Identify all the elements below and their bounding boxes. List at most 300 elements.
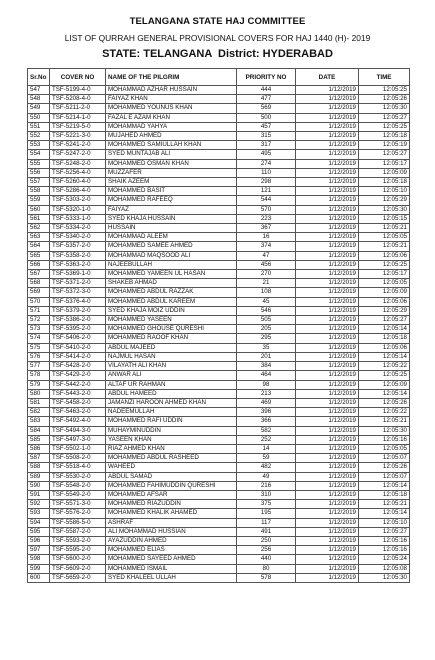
pilgrim-name-cell: HUSSAIN <box>106 224 237 233</box>
time-cell: 12:05:26 <box>359 95 410 104</box>
priority-no-cell: 205 <box>237 325 296 334</box>
table-row <box>28 435 410 444</box>
sr-no-cell: 580 <box>28 389 50 398</box>
table-row <box>28 546 410 555</box>
cover-no-cell: TSF-5595-2-0 <box>50 546 106 555</box>
time-cell: 12:05:26 <box>359 463 410 472</box>
cover-no-cell: TSF-5609-2-0 <box>50 564 106 573</box>
table-row <box>28 408 410 417</box>
date-cell: 1/12/2019 <box>296 260 359 269</box>
time-cell: 12:05:14 <box>359 481 410 490</box>
time-cell: 12:05:27 <box>359 527 410 536</box>
cover-no-cell: TSF-5256-4-0 <box>50 168 106 177</box>
date-cell: 1/12/2019 <box>296 362 359 371</box>
sr-no-cell: 557 <box>28 178 50 187</box>
cover-no-cell: TSF-5358-2-0 <box>50 251 106 260</box>
sr-no-cell: 550 <box>28 113 50 122</box>
table-row <box>28 472 410 481</box>
pilgrim-name-cell: SYED KHAJA MOIZ UDDIN <box>106 306 237 315</box>
time-cell: 12:05:09 <box>359 380 410 389</box>
table-row <box>28 481 410 490</box>
table-row <box>28 352 410 361</box>
table-row <box>28 426 410 435</box>
sr-no-cell: 561 <box>28 214 50 223</box>
sr-no-cell: 578 <box>28 371 50 380</box>
table-row <box>28 214 410 223</box>
table-row <box>28 260 410 269</box>
time-cell: 12:05:30 <box>359 426 410 435</box>
table-row <box>28 122 410 131</box>
time-cell: 12:05:08 <box>359 564 410 573</box>
sr-no-cell: 597 <box>28 546 50 555</box>
pilgrim-name-cell: MOHAMMED ABDUL KAREEM <box>106 297 237 306</box>
table-row <box>28 362 410 371</box>
pilgrim-name-cell: MOHAMMED SAMEE AHMED <box>106 242 237 251</box>
date-cell: 1/12/2019 <box>296 132 359 141</box>
time-cell: 12:05:14 <box>359 389 410 398</box>
cover-no-cell: TSF-5458-2-0 <box>50 398 106 407</box>
date-cell: 1/12/2019 <box>296 564 359 573</box>
priority-no-cell: 250 <box>237 536 296 545</box>
date-cell: 1/12/2019 <box>296 325 359 334</box>
cover-no-cell: TSF-5334-2-0 <box>50 224 106 233</box>
date-cell: 1/12/2019 <box>296 463 359 472</box>
cover-no-cell: TSF-5494-3-0 <box>50 426 106 435</box>
table-row <box>28 444 410 453</box>
priority-no-cell: 256 <box>237 546 296 555</box>
cover-no-cell: TSF-5247-2-0 <box>50 150 106 159</box>
column-header-time: TIME <box>359 69 410 86</box>
pilgrim-name-cell: ALI MOHAMMAD HUSSIAN <box>106 527 237 536</box>
cover-no-cell: TSF-5340-2-0 <box>50 233 106 242</box>
table-row <box>28 518 410 527</box>
table-row <box>28 463 410 472</box>
table-row <box>28 454 410 463</box>
sr-no-cell: 562 <box>28 224 50 233</box>
priority-no-cell: 201 <box>237 352 296 361</box>
date-cell: 1/12/2019 <box>296 270 359 279</box>
priority-no-cell: 216 <box>237 481 296 490</box>
date-cell: 1/12/2019 <box>296 555 359 564</box>
pilgrim-name-cell: FAZAL E AZAM KHAN <box>106 113 237 122</box>
table-row <box>28 325 410 334</box>
time-cell: 12:05:25 <box>359 122 410 131</box>
table-row <box>28 316 410 325</box>
time-cell: 12:05:30 <box>359 573 410 582</box>
column-header-sr-no: Sr.No <box>28 69 50 86</box>
document-subtitle: LIST OF QURRAH GENERAL PROVISIONAL COVERS FOR HAJ 1440 (H)- 2019 <box>64 33 371 43</box>
cover-no-cell: TSF-5241-2-0 <box>50 141 106 150</box>
sr-no-cell: 558 <box>28 187 50 196</box>
pilgrim-name-cell: SYED KHAJA HUSSAIN <box>106 214 237 223</box>
pilgrim-name-cell: FAIYAZ <box>106 205 237 214</box>
cover-no-cell: TSF-5219-5-0 <box>50 122 106 131</box>
sr-no-cell: 593 <box>28 509 50 518</box>
cover-no-cell: TSF-5363-2-0 <box>50 260 106 269</box>
cover-no-cell: TSF-5587-2-0 <box>50 527 106 536</box>
table-row <box>28 104 410 113</box>
date-cell: 1/12/2019 <box>296 224 359 233</box>
table-row <box>28 564 410 573</box>
priority-no-cell: 482 <box>237 463 296 472</box>
cover-no-cell: TSF-5428-2-0 <box>50 362 106 371</box>
table-row <box>28 270 410 279</box>
time-cell: 12:05:14 <box>359 509 410 518</box>
sr-no-cell: 583 <box>28 417 50 426</box>
sr-no-cell: 587 <box>28 454 50 463</box>
time-cell: 12:05:21 <box>359 242 410 251</box>
time-cell: 12:05:19 <box>359 141 410 150</box>
sr-no-cell: 552 <box>28 132 50 141</box>
time-cell: 12:05:14 <box>359 325 410 334</box>
priority-no-cell: 374 <box>237 242 296 251</box>
sr-no-cell: 576 <box>28 352 50 361</box>
priority-no-cell: 21 <box>237 279 296 288</box>
table-row <box>28 168 410 177</box>
table-row <box>28 187 410 196</box>
pilgrim-name-cell: NADEEMULLAH <box>106 408 237 417</box>
date-cell: 1/12/2019 <box>296 435 359 444</box>
time-cell: 12:05:27 <box>359 113 410 122</box>
time-cell: 12:05:16 <box>359 546 410 555</box>
pilgrim-name-cell: MUZZAFER <box>106 168 237 177</box>
pilgrim-name-cell: RIAZ AHMED KHAN <box>106 444 237 453</box>
date-cell: 1/12/2019 <box>296 426 359 435</box>
priority-no-cell: 569 <box>237 104 296 113</box>
date-cell: 1/12/2019 <box>296 279 359 288</box>
pilgrim-name-cell: MOHAMMED SAYEED AHMED <box>106 555 237 564</box>
priority-no-cell: 384 <box>237 362 296 371</box>
pilgrim-name-cell: MOHAMMED GHOUSE QURESHI <box>106 325 237 334</box>
sr-no-cell: 590 <box>28 481 50 490</box>
cover-no-cell: TSF-5492-4-0 <box>50 417 106 426</box>
pilgrim-name-cell: MOHAMMED BASIT <box>106 187 237 196</box>
pilgrim-name-cell: SYED KHALEEL ULLAH <box>106 573 237 582</box>
cover-no-cell: TSF-5379-2-0 <box>50 306 106 315</box>
table-row <box>28 196 410 205</box>
date-cell: 1/12/2019 <box>296 518 359 527</box>
date-cell: 1/12/2019 <box>296 104 359 113</box>
cover-no-cell: TSF-5586-5-0 <box>50 518 106 527</box>
pilgrim-name-cell: MOHAMMED SAMIULLAH KHAN <box>106 141 237 150</box>
cover-no-cell: TSF-5320-1-0 <box>50 205 106 214</box>
pilgrim-name-cell: ABDUL SAMAD <box>106 472 237 481</box>
date-cell: 1/12/2019 <box>296 196 359 205</box>
column-header-priority-no: PRIORITY NO <box>237 69 296 86</box>
date-cell: 1/12/2019 <box>296 150 359 159</box>
pilgrim-name-cell: YASEEN KHAN <box>106 435 237 444</box>
date-cell: 1/12/2019 <box>296 417 359 426</box>
pilgrim-name-cell: MOHAMMAD MAQSOOD ALI <box>106 251 237 260</box>
pilgrim-name-cell: MOHAMMED ISMAIL <box>106 564 237 573</box>
priority-no-cell: 223 <box>237 214 296 223</box>
table-row <box>28 343 410 352</box>
time-cell: 12:05:10 <box>359 187 410 196</box>
table-header-row <box>28 69 410 86</box>
cover-no-cell: TSF-5371-2-0 <box>50 279 106 288</box>
date-cell: 1/12/2019 <box>296 113 359 122</box>
cover-no-cell: TSF-5593-2-0 <box>50 536 106 545</box>
time-cell: 12:05:15 <box>359 214 410 223</box>
table-row <box>28 132 410 141</box>
date-cell: 1/12/2019 <box>296 95 359 104</box>
table-row <box>28 178 410 187</box>
cover-no-cell: TSF-5260-4-0 <box>50 178 106 187</box>
time-cell: 12:05:09 <box>359 288 410 297</box>
priority-no-cell: 117 <box>237 518 296 527</box>
date-cell: 1/12/2019 <box>296 242 359 251</box>
priority-no-cell: 59 <box>237 454 296 463</box>
cover-no-cell: TSF-5410-2-0 <box>50 343 106 352</box>
cover-no-cell: TSF-5659-2-0 <box>50 573 106 582</box>
sr-no-cell: 585 <box>28 435 50 444</box>
time-cell: 12:05:25 <box>359 86 410 95</box>
cover-no-cell: TSF-5369-1-0 <box>50 270 106 279</box>
time-cell: 12:05:06 <box>359 251 410 260</box>
cover-no-cell: TSF-5442-2-0 <box>50 380 106 389</box>
pilgrim-name-cell: MOHAMMED KHALIK AHAMED <box>106 509 237 518</box>
time-cell: 12:05:09 <box>359 168 410 177</box>
pilgrim-name-cell: MOHAMMED ABDUL RAZZAK <box>106 288 237 297</box>
cover-no-cell: TSF-5199-4-0 <box>50 86 106 95</box>
time-cell: 12:05:05 <box>359 233 410 242</box>
sr-no-cell: 570 <box>28 297 50 306</box>
date-cell: 1/12/2019 <box>296 233 359 242</box>
cover-no-cell: TSF-5406-2-0 <box>50 334 106 343</box>
cover-no-cell: TSF-5221-3-0 <box>50 132 106 141</box>
date-cell: 1/12/2019 <box>296 546 359 555</box>
date-cell: 1/12/2019 <box>296 500 359 509</box>
priority-no-cell: 121 <box>237 187 296 196</box>
date-cell: 1/12/2019 <box>296 251 359 260</box>
table-row <box>28 500 410 509</box>
cover-no-cell: TSF-5497-3-0 <box>50 435 106 444</box>
priority-no-cell: 477 <box>237 95 296 104</box>
priority-no-cell: 213 <box>237 389 296 398</box>
cover-no-cell: TSF-5576-2-0 <box>50 509 106 518</box>
sr-no-cell: 591 <box>28 490 50 499</box>
pilgrim-name-cell: MOHAMMED YAMEEN UL HASAN <box>106 270 237 279</box>
time-cell: 12:05:18 <box>359 490 410 499</box>
sr-no-cell: 568 <box>28 279 50 288</box>
sr-no-cell: 595 <box>28 527 50 536</box>
sr-no-cell: 582 <box>28 408 50 417</box>
table-row <box>28 141 410 150</box>
table-row <box>28 380 410 389</box>
table-row <box>28 279 410 288</box>
cover-no-cell: TSF-5530-2-0 <box>50 472 106 481</box>
date-cell: 1/12/2019 <box>296 306 359 315</box>
time-cell: 12:05:18 <box>359 178 410 187</box>
time-cell: 12:05:05 <box>359 279 410 288</box>
table-row <box>28 86 410 95</box>
sr-no-cell: 596 <box>28 536 50 545</box>
date-cell: 1/12/2019 <box>296 454 359 463</box>
priority-no-cell: 546 <box>237 306 296 315</box>
pilgrim-name-cell: MOHAMMAD YAHYA <box>106 122 237 131</box>
priority-no-cell: 570 <box>237 205 296 214</box>
pilgrim-name-cell: WAHEED <box>106 463 237 472</box>
date-cell: 1/12/2019 <box>296 408 359 417</box>
pilgrim-name-cell: ASHRAF <box>106 518 237 527</box>
time-cell: 12:05:16 <box>359 435 410 444</box>
pilgrim-name-cell: MOHAMMED ABDUL RASHEED <box>106 454 237 463</box>
column-header-date: DATE <box>296 69 359 86</box>
pilgrim-name-cell: ABDUL MAJEED <box>106 343 237 352</box>
time-cell: 12:05:24 <box>359 555 410 564</box>
priority-no-cell: 464 <box>237 371 296 380</box>
time-cell: 12:05:06 <box>359 297 410 306</box>
column-header-pilgrim-name: NAME OF THE PILGRIM <box>106 69 237 86</box>
pilgrim-name-cell: MOHAMMED RAOOF KHAN <box>106 334 237 343</box>
time-cell: 12:05:22 <box>359 362 410 371</box>
time-cell: 12:05:21 <box>359 224 410 233</box>
pilgrim-name-cell: SYED MUNTAJAB ALI <box>106 150 237 159</box>
cover-no-cell: TSF-5508-2-0 <box>50 454 106 463</box>
time-cell: 12:05:07 <box>359 454 410 463</box>
date-cell: 1/12/2019 <box>296 536 359 545</box>
pilgrim-name-cell: ABDUL HAMEED <box>106 389 237 398</box>
cover-no-cell: TSF-5414-2-0 <box>50 352 106 361</box>
priority-no-cell: 469 <box>237 398 296 407</box>
priority-no-cell: 35 <box>237 343 296 352</box>
sr-no-cell: 599 <box>28 564 50 573</box>
table-row <box>28 242 410 251</box>
sr-no-cell: 581 <box>28 398 50 407</box>
date-cell: 1/12/2019 <box>296 316 359 325</box>
document-title: TELANGANA STATE HAJ COMMITTEE <box>129 16 306 27</box>
pilgrim-name-cell: ALTAF UR RAHMAN <box>106 380 237 389</box>
date-cell: 1/12/2019 <box>296 352 359 361</box>
priority-no-cell: 375 <box>237 500 296 509</box>
priority-no-cell: 108 <box>237 288 296 297</box>
priority-no-cell: 505 <box>237 316 296 325</box>
pilgrim-name-cell: MOHAMMED RAFEEQ <box>106 196 237 205</box>
pilgrim-name-cell: MOHAMMED OSMAN KHAN <box>106 159 237 168</box>
priority-no-cell: 444 <box>237 86 296 95</box>
priority-no-cell: 16 <box>237 233 296 242</box>
cover-no-cell: TSF-5549-2-0 <box>50 490 106 499</box>
priority-no-cell: 310 <box>237 490 296 499</box>
date-cell: 1/12/2019 <box>296 141 359 150</box>
sr-no-cell: 569 <box>28 288 50 297</box>
cover-no-cell: TSF-5502-1-0 <box>50 444 106 453</box>
column-header-cover-no: COVER NO <box>50 69 106 86</box>
cover-no-cell: TSF-5214-1-0 <box>50 113 106 122</box>
district-label: District: HYDERABAD <box>218 48 333 60</box>
date-cell: 1/12/2019 <box>296 481 359 490</box>
date-cell: 1/12/2019 <box>296 527 359 536</box>
pilgrim-name-cell: AYAZUDDIN AHMED <box>106 536 237 545</box>
cover-no-cell: TSF-5518-4-0 <box>50 463 106 472</box>
pilgrim-name-cell: NAJMUL HASAN <box>106 352 237 361</box>
table-row <box>28 490 410 499</box>
table-row <box>28 509 410 518</box>
priority-no-cell: 582 <box>237 426 296 435</box>
priority-no-cell: 367 <box>237 224 296 233</box>
time-cell: 12:05:27 <box>359 150 410 159</box>
sr-no-cell: 559 <box>28 196 50 205</box>
table-row <box>28 95 410 104</box>
pilgrim-name-cell: MOHAMMED YOUNUS KHAN <box>106 104 237 113</box>
sr-no-cell: 573 <box>28 325 50 334</box>
priority-no-cell: 295 <box>237 334 296 343</box>
time-cell: 12:05:18 <box>359 334 410 343</box>
cover-no-cell: TSF-5211-2-0 <box>50 104 106 113</box>
time-cell: 12:05:27 <box>359 316 410 325</box>
date-cell: 1/12/2019 <box>296 334 359 343</box>
priority-no-cell: 80 <box>237 564 296 573</box>
pilgrim-name-cell: MOHAMMED RAFI UDDIN <box>106 417 237 426</box>
table-row <box>28 288 410 297</box>
priority-no-cell: 252 <box>237 435 296 444</box>
sr-no-cell: 584 <box>28 426 50 435</box>
cover-no-cell: TSF-5548-2-0 <box>50 481 106 490</box>
sr-no-cell: 600 <box>28 573 50 582</box>
cover-no-cell: TSF-5333-1-0 <box>50 214 106 223</box>
sr-no-cell: 553 <box>28 141 50 150</box>
table-row <box>28 555 410 564</box>
cover-no-cell: TSF-5376-4-0 <box>50 297 106 306</box>
pilgrim-name-cell: MOHAMMAD ALEEM <box>106 233 237 242</box>
pilgrim-name-cell: MUJAHED AHMED <box>106 132 237 141</box>
priority-no-cell: 110 <box>237 168 296 177</box>
sr-no-cell: 549 <box>28 104 50 113</box>
priority-no-cell: 45 <box>237 297 296 306</box>
time-cell: 12:05:17 <box>359 159 410 168</box>
time-cell: 12:05:06 <box>359 343 410 352</box>
time-cell: 12:05:29 <box>359 196 410 205</box>
pilgrim-name-cell: SHAKEB AHMAD <box>106 279 237 288</box>
table-row <box>28 224 410 233</box>
state-label: STATE: TELANGANA <box>102 48 212 60</box>
table-row <box>28 205 410 214</box>
date-cell: 1/12/2019 <box>296 371 359 380</box>
pilgrim-name-cell: VILAYATH ALI KHAN <box>106 362 237 371</box>
pilgrim-name-cell: FAIYAZ KHAN <box>106 95 237 104</box>
sr-no-cell: 589 <box>28 472 50 481</box>
priority-no-cell: 14 <box>237 444 296 453</box>
table-row <box>28 334 410 343</box>
sr-no-cell: 551 <box>28 122 50 131</box>
date-cell: 1/12/2019 <box>296 86 359 95</box>
date-cell: 1/12/2019 <box>296 444 359 453</box>
time-cell: 12:05:21 <box>359 417 410 426</box>
table-row <box>28 527 410 536</box>
pilgrim-name-cell: JAMANZI HAROON AHMED KHAN <box>106 398 237 407</box>
date-cell: 1/12/2019 <box>296 490 359 499</box>
cover-no-cell: TSF-5429-2-0 <box>50 371 106 380</box>
time-cell: 12:05:25 <box>359 260 410 269</box>
cover-no-cell: TSF-5443-2-0 <box>50 389 106 398</box>
sr-no-cell: 572 <box>28 316 50 325</box>
sr-no-cell: 571 <box>28 306 50 315</box>
date-cell: 1/12/2019 <box>296 380 359 389</box>
state-district-heading <box>0 48 435 60</box>
pilgrim-name-cell: MOHAMMED FAHIMUDDIN QURESHI <box>106 481 237 490</box>
table-row <box>28 251 410 260</box>
pilgrim-table <box>27 68 410 583</box>
date-cell: 1/12/2019 <box>296 178 359 187</box>
table-row <box>28 306 410 315</box>
sr-no-cell: 594 <box>28 518 50 527</box>
cover-no-cell: TSF-5600-2-0 <box>50 555 106 564</box>
date-cell: 1/12/2019 <box>296 187 359 196</box>
sr-no-cell: 560 <box>28 205 50 214</box>
time-cell: 12:05:05 <box>359 444 410 453</box>
priority-no-cell: 578 <box>237 573 296 582</box>
date-cell: 1/12/2019 <box>296 205 359 214</box>
